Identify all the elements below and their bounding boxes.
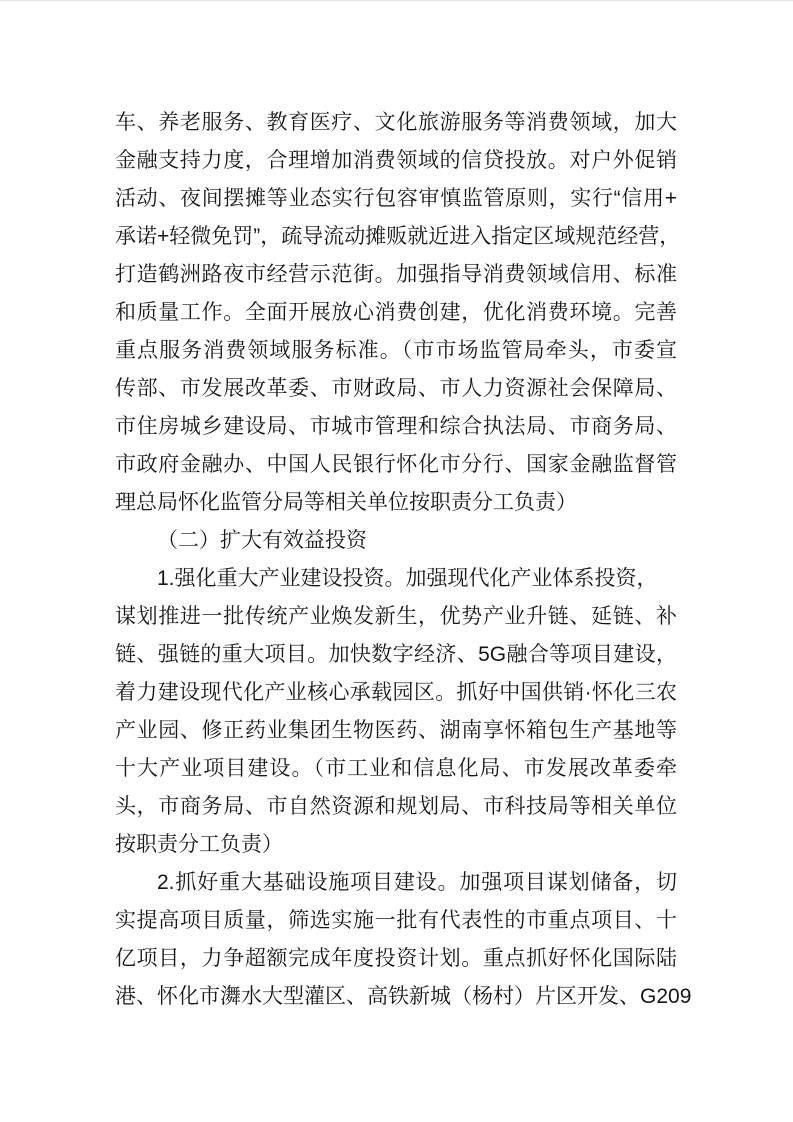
section-heading: （二）扩大有效益投资 — [157, 529, 367, 552]
doc-line: 亿项目，力争超额完成年度投资计划。重点抓好怀化国际陆 — [115, 947, 677, 970]
doc-line: 市政府金融办、中国人民银行怀化市分行、国家金融监督管 — [115, 453, 677, 476]
doc-line: 谋划推进一批传统产业焕发新生，优势产业升链、延链、补 — [115, 605, 677, 628]
document-body — [115, 104, 692, 1016]
doc-line: 重点服务消费领域服务标准。（市市场监管局牵头，市委宣 — [115, 339, 677, 362]
doc-line: 十大产业项目建设。（市工业和信息化局、市发展改革委牵 — [115, 757, 677, 780]
doc-line: 车、养老服务、教育医疗、文化旅游服务等消费领域，加大 — [115, 111, 677, 134]
doc-line: 链、强链的重大项目。加快数字经济、5G融合等项目建设， — [115, 643, 677, 666]
doc-line: 着力建设现代化产业核心承载园区。抓好中国供销·怀化三农 — [115, 681, 677, 704]
doc-line: 活动、夜间摆摊等业态实行包容审慎监管原则，实行“信用+ — [115, 187, 677, 210]
doc-line: 头，市商务局、市自然资源和规划局、市科技局等相关单位 — [115, 795, 677, 818]
doc-line: 金融支持力度，合理增加消费领域的信贷投放。对户外促销 — [115, 149, 677, 172]
page-top-edge — [0, 0, 793, 1]
doc-line: 实提高项目质量，筛选实施一批有代表性的市重点项目、十 — [115, 909, 677, 932]
doc-line: 港、怀化市㵲水大型灌区、高铁新城（杨村）片区开发、G209 — [115, 985, 692, 1008]
doc-line: 和质量工作。全面开展放心消费创建，优化消费环境。完善 — [115, 301, 677, 324]
doc-line-item-start: 1.强化重大产业建设投资。加强现代化产业体系投资， — [157, 567, 658, 590]
doc-line: 市住房城乡建设局、市城市管理和综合执法局、市商务局、 — [115, 415, 677, 438]
doc-line-paragraph-end: 理总局怀化监管分局等相关单位按职责分工负责） — [115, 491, 577, 514]
doc-line: 产业园、修正药业集团生物医药、湖南享怀箱包生产基地等 — [115, 719, 677, 742]
doc-line-item-start: 2.抓好重大基础设施项目建设。加强项目谋划储备，切 — [157, 871, 677, 894]
doc-line: 传部、市发展改革委、市财政局、市人力资源社会保障局、 — [115, 377, 677, 400]
doc-line: 承诺+轻微免罚”，疏导流动摊贩就近进入指定区域规范经营， — [115, 225, 681, 248]
doc-line: 打造鹤洲路夜市经营示范街。加强指导消费领域信用、标准 — [115, 263, 677, 286]
doc-line-paragraph-end: 按职责分工负责） — [115, 833, 283, 856]
